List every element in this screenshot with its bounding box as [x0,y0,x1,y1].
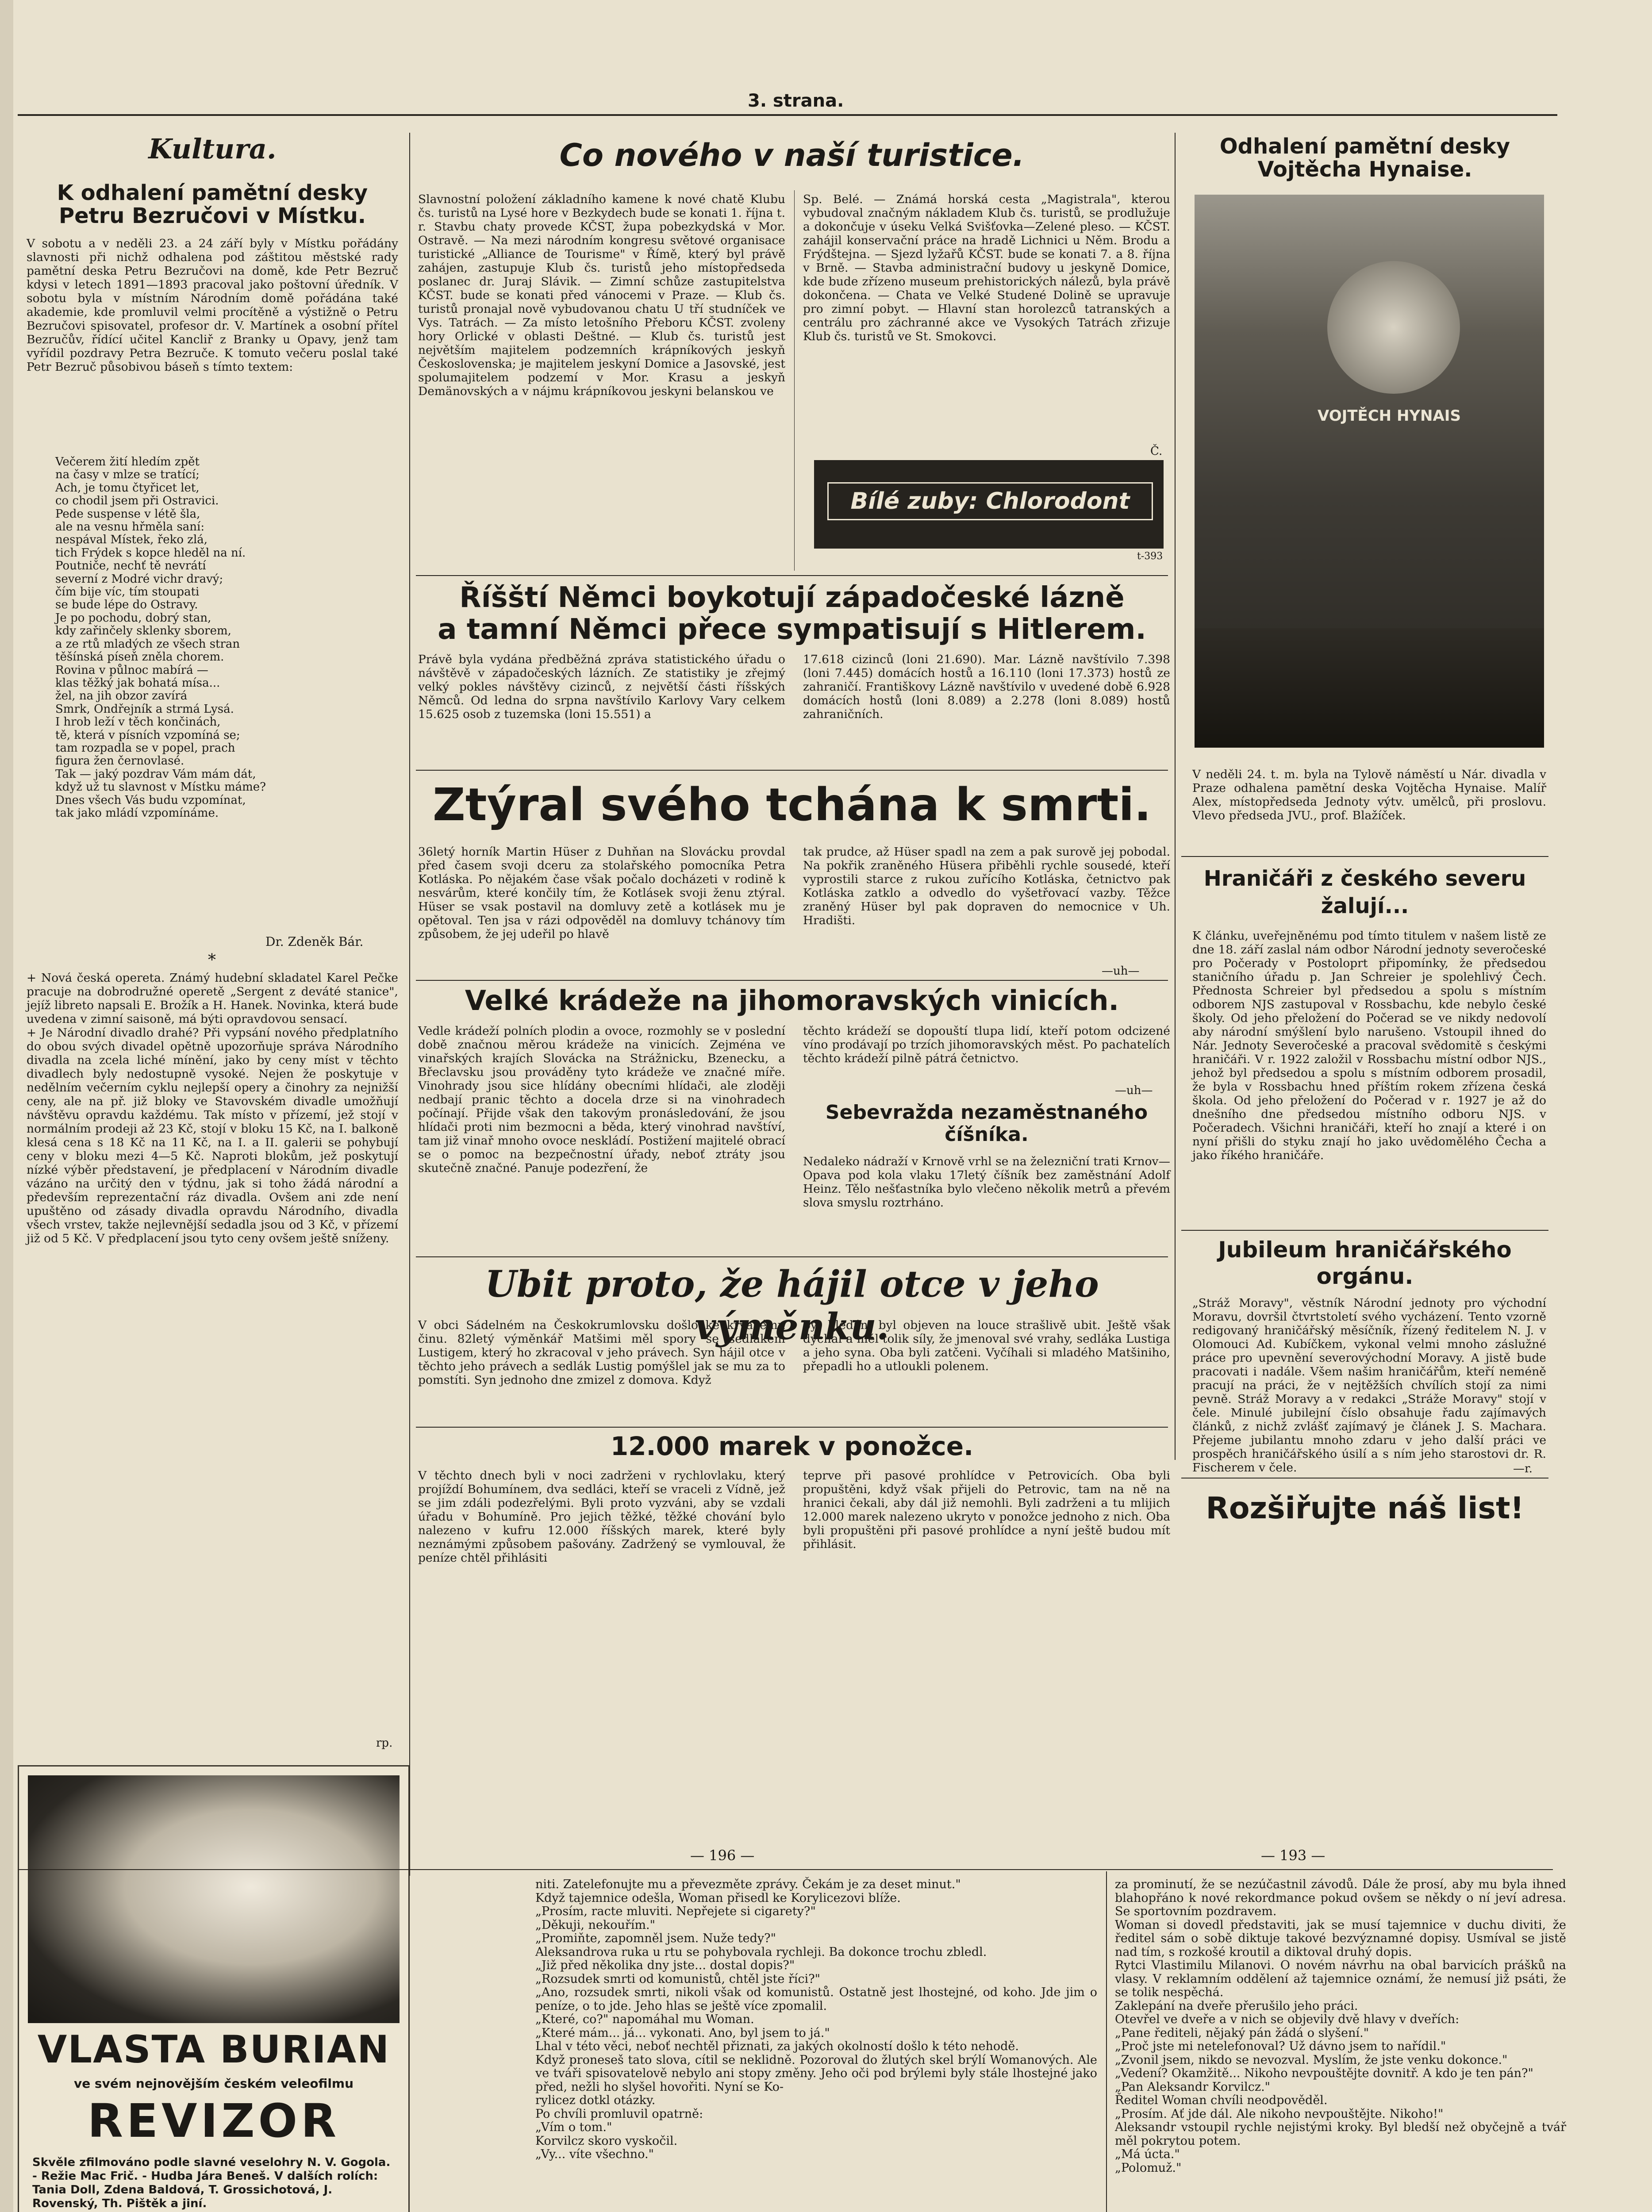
article-body-bezruc: V sobotu a v neděli 23. a 24 září byly v Místku pořádány slavnosti při nichž odhalena pod záštitou městské rady pamětní deska Petru Bezručovi na domě, kde Petr Bezruč kdysi v letech 1891—1893 pracoval jako poštovní úředník. V sobotu byla v místním Národním domě pořádána také akademie, kde promluvil velmi procítěně a výstižně o Petru Bezručovi spisovatel, profesor dr. V. Martínek a osobní přítel Bezručův, řídící učitel Kancliř z Branky u Opavy, jenž tam vyřídil pozdravy Petra Bezruče. K tomuto večeru poslal také Petr Bezruč působivou báseň s tímto textem: [27,237,398,374]
jubilee-title: Jubileum hraničářského orgánu. [1218,1237,1512,1289]
torture-title: Ztýral svého tchána k smrti. [432,779,1152,831]
tourism-title: Co nového v naší turistice. [559,137,1025,173]
plaque-crowd [1195,628,1544,748]
marks-col-1: V těchto dnech byli v noci zadrženi v rychlovlaku, který projíždí Bohumínem, dva sedláci, kteří se vraceli z Vídně, jež se jim zdáli podezřelými. Byli proto vyzváni, aby se vzdali úřadu v Bohumíně. Pro jejich těžké, těžké chování bylo nalezeno v kufru 12.000 říšských marek, které byly neznámými způsobem pašovány. Zadržený se vymlouval, že peníze chtěl přihlásiti [418,1469,785,1565]
killed-col-1: V obci Sádelném na Českokrumlovsku došlo ke krvavému činu. 82letý výměnkář Matšimi měl spory se sedlákem Lustigem, který ho zkracoval v jeho právech. Syn hájil otce v těchto jeho právech a sedlák Lustig pomýšlel jak se mu za to pomstíti. Syn jednoho dne zmizel z domova. Když [418,1318,785,1387]
spa-title: Říšští Němci boykotují západočeské lázně a tamní Němci přece sympatisují s Hitlerem. [438,581,1146,646]
promo-banner: Rozšiřujte náš list! [1206,1491,1524,1526]
ad-film-title: REVIZOR [87,2094,340,2148]
tourism-col-2-sign: Č. [1150,445,1163,458]
border-title: Hraničáři z českého severu žalují... [1203,866,1526,918]
page-number-header: 3. strana. [748,91,844,111]
jubilee-body: „Stráž Moravy", věstník Národní jednoty pro východní Moravu, dovršil čtvrtstoletí svého vycházení. Tento vzorně redigovaný hraničářský měsíčník, řízený ředitelem N. J. v Olomouci Ad. Kubíčkem, vykonal velmi mnoho záslužné práce pro upevnění severovýchodní Moravy. A jistě bude pracovati i nadále. Všem našim hraničářům, kteří neméně pracují na práci, že v nejtěžších chvílích stojí za nimi pevně. Stráž Moravy a v redakci „Stráže Moravy" stojí v čele. Minulé jubilejní číslo obsahuje řadu zajímavých článků, z nichž zvlášť zajímavý je článek J. S. Machara. Přejeme jubilantu mnoho zdaru v jeho další práci ve prospěch hraničářského úsilí a s ním jeho starostovi dr. R. Fischerem v čele. [1192,1296,1546,1475]
torture-col-2: tak prudce, až Hüser spadl na zem a pak surově jej pobodal. Na pokřik zraněného Hüsera přiběhli rychle sousedé, kteří vyprostili starce z rukou zuřícího Kotláska, četnictvo pak Kotláska zatklo a odvedlo do vyšetřovací vazby. Těžce zraněný Hüser byl pak dopraven do nemocnice v Uh. Hradišti. [803,845,1170,927]
article-title-bezruc: K odhalení pamětní desky Petru Bezručovi v Místku. [57,180,368,228]
serial-divider [1106,1871,1107,2212]
chlorodont-ad [814,460,1164,549]
mid-rule-3 [416,980,1168,981]
culture-news-sign: rp. [376,1736,393,1750]
tourism-col-1: Slavnostní položení základního kamene k nové chatě Klubu čs. turistů na Lysé hore v Bezkydech bude se konati 1. října t. r. Stavbu chaty provede KČST, župa pobezkydská v Mor. Ostravě. — Na mezi národním kongresu světové organisace turistické „Alliance de Tourisme" v Římě, který byl právě zahájen, zastupuje Klub čs. turistů jeho místopředseda poslanec dr. Juraj Slávik. — Zimní schůze zastupitelstva KČST. bude se konati před vánocemi v Praze. — Klub čs. turistů pronajal nově vybudovanou chatu U tří studníček ve Vys. Tatrách. — Za místo letošního Přeboru KČST. zvoleny hory Orlické v oblasti Deštné. — Klub čs. turistů jest největším majitelem podzemních krápníkových jeskyň Československa; je majitelem jeskyní Domice a Jasovské, jest spolumajitelem podzemí v Mor. Krasu a jeskyň Demänovských a v nájmu krápníkovou jeskyni belanskou ve [418,192,785,398]
mid-rule-5 [416,1427,1168,1428]
suicide-title: Sebevražda nezaměstnaného číšníka. [825,1101,1148,1146]
vineyard-col-2: těchto krádeží se dopouští tlupa lidí, kteří potom odcizené víno prodávají po trzích jihomoravských měst. Po pachatelích těchto krádeží pilně pátrá četnictvo. [803,1024,1170,1065]
suicide-body: Nedaleko nádraží v Krnově vrhl se na železniční trati Krnov—Opava pod kola vlaku 17letý číšník bez zaměstnání Adolf Heinz. Tělo nešťastníka bylo vlečeno několik metrů a převém slova smyslu roztrháno. [803,1155,1170,1210]
serial-col-1: niti. Zatelefonujte mu a převezměte zprávy. Čekám je za deset minut." Když tajemnice odešla, Woman přisedl ke Korylicezovi blíže. „Prosím, racte mluviti. Nepřejete si cigarety?" „Děkuji, nekouřím." „Promiňte, zapomněl jsem. Nuže tedy?" Aleksandrova ruka u rtu se pohybovala rychleji. Ba dokonce trochu zbledl. „Již před několika dny jste... dostal dopis?" „Rozsudek smrti od komunistů, chtěl jste říci?" „Ano, rozsudek smrti, nikoli však od komunistů. Ostatně jest lhostejné, od koho. Jde jim o peníze, o to jde. Jeho hlas se ještě více zpomalil. „Které, co?" napomáhal mu Woman. „Které mám... já... vykonati. Ano, byl jsem to já." Lhal v této věci, neboť nechtěl přiznati, za jakých okolností došlo k této nehodě. Když proneseš tato slova, cítil se neklidně. Pozoroval do žlutých skel brýlí Womanových. Ale ve tváři spisovatelově nebylo ani stopy změny. Jeho oči pod brýlemi byly stále lhostejné jako před, nežli ho slyšel hovořiti. Nyní se Ko- rylicez dotkl otázky. Po chvíli promluvil opatrně: „Vím o tom." Korvilcz skoro vyskočil. „Vy... víte všechno." [535,1878,1097,2161]
marks-col-2: teprve při pasové prohlídce v Petrovicích. Oba byli propuštěni, když však přijeli do Petrovic, tam na ně na hranici čekali, aby dál již nemohli. Byli zadrženi a tu mlijich 12.000 marek nalezeno ukryto v ponožce jednoho z nich. Oba byli propuštěni při pasové prohlídce a nyní ještě budou mít přihlásit. [803,1469,1170,1551]
tourism-col-2: Sp. Belé. — Známá horská cesta „Magistrala", kterou vybudoval značným nákladem Klub čs. turistů, se prodlužuje a dokončuje v úseku Velká Svišťovka—Zelené pleso. — KČST. zahájil konservační práce na hradě Lichnici u Něm. Brodu a Frýdštejna. — Sjezd lyžařů KČST. bude se konati 7. a 8. října v Brně. — Stavba administrační budovy u jeskyně Domice, kde bude zřízeno museum prehistorických nálezů, byla právě dokončena. — Chata ve Velké Studené Dolině se upravuje pro zimní pobyt. — Hlavní stan horolezců tatranských a centrálu pro záchranné akce ve Vysokých Tatrách zřizuje Klub čs. turistů ve St. Smokovci. [803,192,1170,343]
mid-rule-1 [416,575,1168,576]
serial-col-2: za prominutí, že se nezúčastnil závodů. Dále že prosí, aby mu byla ihned blahopřáno k nové rekordmance pokud ovšem se někdy o ní jeví adresa. Se sportovním pozdravem. Woman si dovedl představiti, jak se musí tajemnice v duchu diviti, že ředitel sám o sobě diktuje takové bezvýznamné dopisy. Usmíval se jistě nad tím, s rozkošé kroutil a diktoval druhý dopis. Rytci Vlastimilu Milanovi. O novém návrhu na obal barvicích prášků na vlasy. V reklamním oddělení až tajemnice oznámí, že nemusí již psáti, že se tolik nespěchá. Zaklepání na dveře přerušilo jeho práci. Otevřel ve dveře a v nich se objevily dvě hlavy v dveřích: „Pane řediteli, nějaký pán žádá o slyšení." „Proč jste mi netelefonoval? Už dávno jsem to nařídil." „Zvonil jsem, nikdo se nevozval. Myslím, že jste venku dokonce." „Vedení? Okamžitě... Nikoho nevpouštějte dovnitř. A kdo je ten pán?" „Pan Aleksandr Korvilcz." Ředitel Woman chvíli neodpověděl. „Prosím. Ať jde dál. Ale nikoho nevpouštějte. Nikoho!" Aleksandr vstoupil rychle nejistými kroky. Byl bledší než obyčejně a tvář měl pokrytou potem. „Má úcta." „Polomuž." [1115,1878,1566,2175]
right-rule-1 [1181,856,1548,857]
plaque-caption: V neděli 24. t. m. byla na Tylově náměstí u Nár. divadla v Praze odhalena pamětní deska Vojtěcha Hynaise. Malíř Alex, místopředseda Jednoty výtv. umělců, při proslovu. Vlevo předseda JVU., prof. Blažíček. [1192,768,1546,822]
ad-portrait [28,1775,400,2023]
serial-page-left: — 196 — [690,1847,755,1864]
mid-rule-4 [416,1256,1168,1257]
mid-rule-2 [416,770,1168,771]
plaque-title: Odhalení pamětní desky Vojtěcha Hynaise. [1219,134,1510,182]
chlorodont-banner: Bílé zuby: Chlorodont [827,482,1153,520]
poem-signature: Dr. Zdeněk Bár. [265,934,364,949]
column-rule-1 [409,133,410,1876]
plaque-photo [1195,195,1544,748]
revizor-ad [18,1765,410,2212]
chlorodont-code: t-393 [1137,551,1163,562]
separator-star: * [208,951,216,969]
ad-description: Skvěle zfilmováno podle slavné veselohry N. V. Gogola. - Režie Mac Frič. - Hudba Jára Beneš. V dalších rolích: Tania Doll, Zdena Baldová, T. Grossichotová, J. Rovenský, Th. Pištěk a jiní. [32,2156,391,2210]
ad-subtitle: ve svém nejnovějším českém veleofilmu [73,2076,354,2091]
border-body: K článku, uveřejněnému pod tímto titulem v našem listě ze dne 18. září zaslal nám odbor Národní jednoty severočeské pro Počerady v Postoloprt připomínky, že předsedou staničního úřadu p. Jan Schreier je spolehlivý Čech. Přednosta Schreier byl předsedou a spolu s místním odborem NJS zastupoval v Rossbachu, kde nebylo české školy. Od jeho přeložení do Počerad se ve nikdy nedovolí aby národní smýšlení bylo narušeno. Vstoupil ihned do Nár. Jednoty Severočeské a pracoval svědomitě s českými hraničáři. V r. 1922 založil v Rossbachu místní odbor NJS., jehož byl předsedou a spolu s místním odborem prosadil, že byla v Rossbachu hned příštím rokem zřízena česká škola. Od jeho přeložení do Počerad v r. 1927 je až do dnešního dne předsedou místního odboru NJS. v Počeradech. Všichni hraničáři, kteří ho znají a které i on nyní přišli do styku znají ho jako uvědomělého Čecha a jako říkého hraničáře. [1192,929,1546,1162]
right-rule-2 [1181,1230,1548,1231]
column-rule-2 [1175,133,1176,1460]
serial-top-rule [18,1869,1553,1870]
culture-news: + Nová česká opereta. Známý hudební skladatel Karel Pečke pracuje na dobrodružné operetě „Sergent z deváté stanice", jejíž libreto napsali E. Brožík a H. Hanek. Novinka, která bude uvedena v zimní saisoně, má býti opravdovou sensací. + Je Národní divadlo drahé? Při vypsání nového předplatního do obou svých divadel opětně upozorňuje správa Národního divadla na zcela liché mínění, jako by ceny míst v těchto divadlech byly nedostupně vysoké. Nejen že poskytuje v nedělním večerním cyklu nejlepší opery a činohry za nejnižší ceny, ale na př. již bloky ve Stavovském divadle umožňují návštěvu opravdu každému. Tak místo v přízemí, jež stojí v normálním prodeji až 23 Kč, stojí v bloku 15 Kč, na I. balkoně klesá cena s 18 Kč na 11 Kč, na I. a II. galerii se pohybují ceny v bloku mezi 4—5 Kč. Naproti blokům, jež poskytují nízké výběr představení, je předplacení v Národním divadle vázáno na určitý den v týdnu, jak si toho žádá národní a především reprezentační ráz divadla. Ovšem ani zde není upuštěno od zásady divadla opravdu Národního, divadla všech vrstev, takže nejlevnější sedadla jsou od 3 Kč, v přízemí již od 5 Kč. V předplacení jsou tyto ceny ovšem ještě sníženy. [27,971,398,1245]
plaque-relief [1327,261,1460,394]
marks-title: 12.000 marek v ponožce. [610,1431,974,1461]
vineyard-title: Velké krádeže na jihomoravských vinicích. [465,984,1119,1017]
right-rule-3 [1181,1478,1548,1479]
bezruc-poem: Večerem žití hledím zpět na časy v mlze se tratící; Ach, je tomu čtyřicet let, co chodil jsem při Ostravici. Pede suspense v létě šla, ale na vesnu hřměla saní: nespával Místek, řeko zlá, tich Frýdek s kopce hleděl na ní. Poutniče, nechť tě nevrátí severní z Modré vichr dravý; čím bije víc, tím stoupati se bude lépe do Ostravy. Je po pochodu, dobrý stan, kdy zařinčely sklenky sborem, a ze rtů mladých ze všech stran těšínská píseň zněla chorem. Rovina v půlnoc mabírá — klas těžký jak bohatá mísa... žel, na jih obzor zavírá Smrk, Ondřejník a strmá Lysá. I hrob leží v těch končinách, tě, která v písních vzpomíná se; tam rozpadla se v popel, prach figura žen černovlasé. Tak — jaký pozdrav Vám mám dát, když už tu slavnost v Místku máme? Dnes všech Vás budu vzpomínat, tak jako mládí vzpomínáme. [55,455,266,820]
torture-col-1: 36letý horník Martin Hüser z Duhňan na Slovácku provdal před časem svoji dceru za stolařského pomocníka Petra Kotláska. Po nějakém čase však počalo docházeti v rodině k nesvárům, které končily tím, že Kotlásek svoji ženu ztýral. Hüser se vsak postavil na domluvy zetě a kotlásek mu je opětoval. Ten jsa v rázi odpověděl na domluvy tchánovy tím způsobem, že jej udeřil po hlavě [418,845,785,941]
plaque-inscription: VOJTĚCH HYNAIS [1318,407,1461,425]
jubilee-sign: —r. [1513,1462,1533,1475]
vineyard-sign: —uh— [1115,1084,1153,1097]
spa-col-1: Právě byla vydána předběžná zpráva statistického úřadu o návštěvě v západočeských lázních. Ze statistiky je zřejmý velký pokles návštěvy cizinců, z největší části říšských Němců. Od ledna do srpna navštívilo Karlovy Vary celkem 15.625 osob z tuzemska (loni 15.551) a [418,653,785,721]
vineyard-col-1: Vedle krádeží polních plodin a ovoce, rozmohly se v poslední době značnou měrou krádeže na vinicích. Zejména ve vinařských krajích Slovácka na Strážnicku, Bzenecku, a Břeclavsku jsou prováděny tyto krádeže ve značné míře. Vinohrady jsou sice hlídány obecními hlídači, ale zloději nedbají pranic těchto a docela drze si na vinohradech počínají. Přijde však den takovým pronásledování, že jsou hlídači proti nim bezmocni a běda, který vinohrad navštíví, tam již vinař mnoho ovoce neskládí. Postižení majitelé obrací se o pomoc na bezpečnostní úřady, neboť ztráty jsou skutečně značné. Panuje podezření, že [418,1024,785,1175]
killed-col-2: byl hledán, byl objeven na louce strašlivě ubit. Ještě však dýchal a měl tolik síly, že jmenoval své vrahy, sedláka Lustiga a jeho syna. Oba byli zatčeni. Vyčíhali si mladého Matšiniho, přepadli ho a utloukli polenem. [803,1318,1170,1373]
serial-page-right: — 193 — [1261,1847,1325,1864]
killed-title: Ubit proto, že hájil otce v jeho výměnku. [485,1263,1099,1348]
torture-sign: —uh— [1102,964,1140,978]
left-margin-strip [0,0,13,2212]
spa-col-2: 17.618 cizinců (loni 21.690). Mar. Lázně navštívilo 7.398 (loni 7.445) domácích hostů a 16.110 (loni 17.373) hostů ze zahraničí. Františkovy Lázně navštívilo v uvedené době 6.928 domácích hostů (loni 8.089) a 2.278 (loni 8.089) hostů zahraničních. [803,653,1170,721]
header-rule [18,114,1557,116]
column-rule-3 [794,190,795,571]
section-title-culture: Kultura. [148,133,277,165]
ad-star-name: VLASTA BURIAN [37,2028,390,2072]
